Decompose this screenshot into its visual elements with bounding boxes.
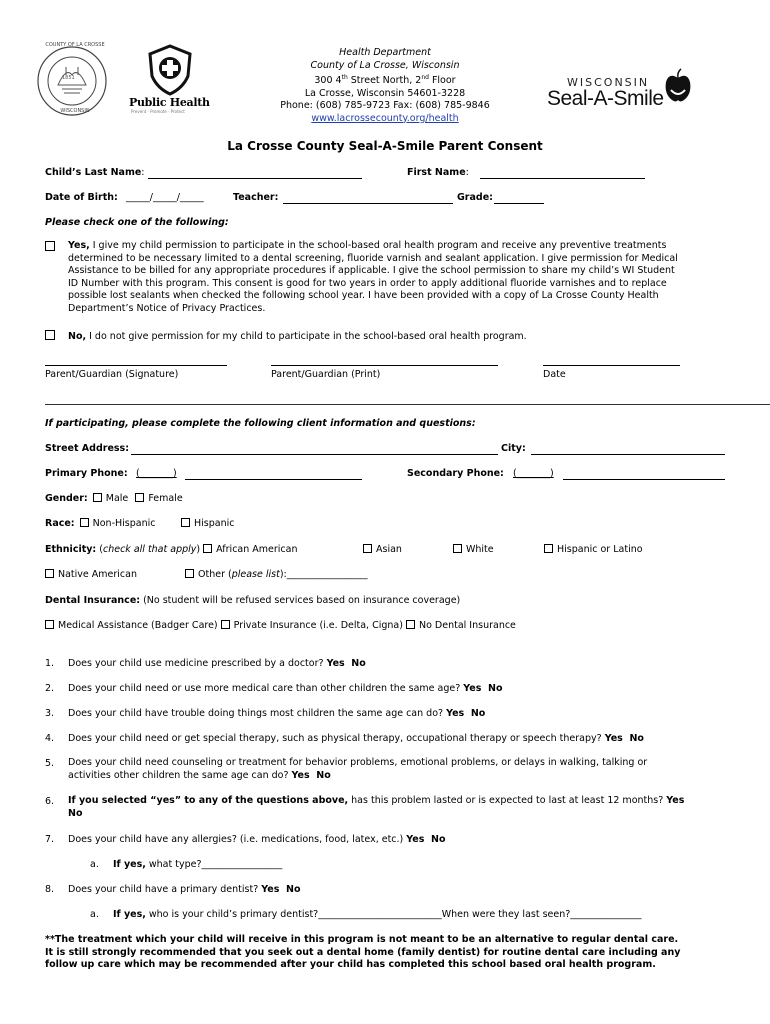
yes-line-3: Assistance to be billed for any appropriate procedures if applicable. I give the school permission to share my child’s WI Student: [68, 265, 675, 276]
ethnicity-other-option: Other (please list):_________________: [185, 569, 368, 580]
insurance-options-row: [45, 620, 516, 631]
no-bold: No,: [68, 331, 87, 342]
primary-phone-field[interactable]: [185, 479, 362, 480]
page-title: La Crosse County Seal-A-Smile Parent Consent: [227, 139, 543, 153]
ethnicity-other-note: please list: [231, 569, 280, 580]
question-5: [68, 757, 647, 782]
yes-line-1: [68, 240, 728, 253]
ethnicity-hispanic-checkbox[interactable]: [544, 544, 553, 553]
print-name-field[interactable]: [271, 365, 498, 366]
question-number: 4.: [45, 733, 55, 744]
footer-line-2: It is still strongly recommended that you seek out a dental home (family dentist) for routine dental care including any: [45, 946, 681, 958]
street-address: [255, 72, 515, 88]
signature-label: Parent/Guardian (Signature): [45, 369, 179, 380]
last-name-colon: :: [141, 167, 145, 178]
question-text: Does your child have a primary dentist?: [68, 884, 259, 895]
question-number: 1.: [45, 658, 55, 669]
ethnicity-hispanic-label: Hispanic or Latino: [557, 544, 643, 555]
ethnicity-white-option: [453, 544, 494, 555]
teacher-field[interactable]: [283, 203, 453, 204]
question-5-line-2: [68, 770, 647, 783]
health-dept-address-block: [255, 47, 515, 125]
secondary-phone-field[interactable]: [563, 479, 725, 480]
race-nonhispanic-checkbox[interactable]: [80, 518, 89, 527]
seal-a-smile-logo-top: WISCONSIN: [567, 76, 650, 89]
question-text: Does your child need or use more medical care than other children the same age?: [68, 683, 461, 694]
city-field[interactable]: [531, 454, 725, 455]
ethnicity-other-field[interactable]: ):_________________: [279, 569, 368, 580]
question-1: [68, 658, 366, 669]
yes-checkbox[interactable]: [45, 241, 59, 253]
no-checkbox-box[interactable]: [45, 330, 55, 340]
question-text: Does your child use medicine prescribed by a doctor?: [68, 658, 324, 669]
dental-insurance-note: (No student will be refused services based on insurance coverage): [140, 595, 461, 606]
consent-instruction: Please check one of the following:: [45, 217, 229, 228]
insurance-medical-assistance-checkbox[interactable]: [45, 620, 54, 629]
dob-field[interactable]: _____/_____/_____: [126, 192, 204, 203]
dept-name: Health Department: [339, 47, 431, 58]
question-no[interactable]: No: [68, 807, 83, 819]
race-hispanic-checkbox[interactable]: [181, 518, 190, 527]
question-text: Does your child need or get special therapy, such as physical therapy, occupational therapy or speech therapy?: [68, 733, 602, 744]
no-checkbox[interactable]: [45, 330, 59, 342]
question-text: has this problem lasted or is expected to last at least 12 months?: [348, 795, 664, 806]
ethnicity-other-checkbox[interactable]: [185, 569, 194, 578]
ethnicity-native-american-label: Native American: [58, 569, 137, 580]
question-yes-no[interactable]: Yes No: [406, 834, 446, 845]
yes-line-4: ID Number with this program. This consent is good for two years in order to apply additional fluoride varnishes and to replace: [68, 277, 667, 289]
question-8: [68, 884, 300, 895]
yes-line-6: Department’s Notice of Privacy Practices.: [68, 302, 266, 314]
street-sup-nd: nd: [421, 74, 429, 81]
gender-label: Gender:: [45, 493, 88, 504]
allergy-type-field[interactable]: what type?_________________: [145, 859, 283, 870]
question-number: 2.: [45, 683, 55, 694]
ethnicity-asian-option: [363, 544, 402, 555]
ethnicity-asian-checkbox[interactable]: [363, 544, 372, 553]
yes-text-1: I give my child permission to participate in the school-based oral health program and receive any preventive treatments: [89, 240, 667, 251]
city-label: City:: [501, 443, 526, 454]
gender-female-checkbox[interactable]: [135, 493, 144, 502]
grade-label: Grade:: [457, 192, 493, 203]
question-7: [68, 834, 446, 845]
primary-phone-area[interactable]: (_______): [136, 468, 177, 479]
yes-line-5: possible lost sealants when checked the following school year. I have been provided with a copy of La Crosse County Health: [68, 290, 659, 301]
yes-bold: Yes,: [68, 240, 90, 251]
grade-field[interactable]: [494, 203, 544, 204]
street-sup-th: th: [341, 74, 348, 81]
ethnicity-row: Ethnicity: (check all that apply) African American: [45, 544, 298, 555]
first-name-row: [407, 167, 469, 178]
question-number: 3.: [45, 708, 55, 719]
question-6-line-1: [68, 795, 728, 808]
county-seal-year: 1851: [62, 75, 75, 81]
last-name-label: Child’s Last Name: [45, 167, 142, 178]
yes-line-2: determined to be necessary limited to a dental screening, fluoride varnish and sealant application. I give permission for Medical: [68, 252, 678, 264]
gender-row: [45, 493, 183, 504]
question-yes-no[interactable]: Yes No: [446, 708, 486, 719]
website-link[interactable]: www.lacrossecounty.org/health: [311, 112, 459, 124]
ethnicity-native-american-checkbox[interactable]: [45, 569, 54, 578]
question-7a-letter: a.: [90, 859, 99, 870]
street-address-part: Street North, 2: [347, 75, 422, 87]
county-seal-text-bottom: WISCONSIN: [60, 108, 90, 114]
race-hispanic-label: Hispanic: [194, 518, 235, 529]
gender-male-label: Male: [105, 493, 129, 504]
yes-checkbox-box[interactable]: [45, 241, 55, 251]
ethnicity-native-option: [45, 569, 137, 580]
county-seal-logo: [36, 45, 108, 117]
question-text: activities other children the same age can do?: [68, 769, 289, 781]
ethnicity-white-label: White: [466, 544, 494, 555]
race-hispanic-option: [181, 518, 234, 529]
teacher-label: Teacher:: [233, 192, 279, 203]
race-label: Race:: [45, 518, 75, 529]
primary-phone-label: Primary Phone:: [45, 468, 128, 479]
footer-note: [45, 934, 735, 972]
dental-insurance-row: [45, 595, 460, 606]
ethnicity-label: Ethnicity:: [45, 544, 97, 555]
public-health-logo: [145, 44, 195, 96]
question-number: 7.: [45, 834, 55, 845]
insurance-private-label: Private Insurance (i.e. Delta, Cigna): [233, 620, 403, 631]
question-text: Does your child have any allergies? (i.e. medications, food, latex, etc.): [68, 834, 404, 845]
first-name-field[interactable]: [480, 178, 645, 179]
race-row: [45, 518, 155, 529]
question-yes-no[interactable]: Yes No: [463, 683, 503, 694]
ethnicity-note: check all that apply: [102, 544, 197, 555]
question-number: 6.: [45, 796, 55, 807]
footer-line-1: **The treatment which your child will receive in this program is not meant to be an alternative to regular dental care.: [45, 934, 679, 945]
primary-dentist-field[interactable]: who is your child’s primary dentist?__________________________When were they last seen?_______________: [145, 909, 642, 920]
ethnicity-asian-label: Asian: [376, 544, 402, 555]
dob-label: Date of Birth:: [45, 192, 118, 203]
question-yes-no[interactable]: Yes No: [604, 733, 644, 744]
city-state-zip: La Crosse, Wisconsin 54601-3228: [304, 87, 466, 99]
date-label: Date: [543, 369, 566, 380]
no-text: I do not give permission for my child to participate in the school-based oral health program.: [86, 331, 527, 342]
signature-field[interactable]: [45, 365, 227, 366]
insurance-none-checkbox[interactable]: [406, 620, 415, 629]
question-number: 5.: [45, 758, 55, 769]
first-name-label: First Name: [407, 167, 466, 178]
insurance-private-checkbox[interactable]: [221, 620, 230, 629]
street-address-part: 300 4: [314, 75, 342, 87]
phone-fax: Phone: (608) 785-9723 Fax: (608) 785-9846: [280, 100, 490, 112]
question-yes[interactable]: Yes: [666, 795, 685, 806]
ethnicity-hispanic-option: [544, 544, 643, 555]
question-yes-no[interactable]: Yes No: [261, 884, 301, 895]
gender-female-label: Female: [148, 493, 183, 504]
ethnicity-african-american-label: African American: [216, 544, 298, 555]
question-2: [68, 683, 502, 694]
footer-line-3: follow up care which may be recommended after your child has completed this school based oral health program.: [45, 959, 656, 970]
dental-insurance-label: Dental Insurance:: [45, 595, 141, 606]
question-text: Does your child need counseling or treatment for behavior problems, emotional problems, or delays in walking, talking or: [68, 757, 648, 768]
question-8a-letter: a.: [90, 909, 99, 920]
street-address-label: Street Address:: [45, 443, 129, 454]
insurance-medical-assistance-label: Medical Assistance (Badger Care): [58, 620, 218, 631]
question-7a: [113, 859, 282, 870]
seal-a-smile-logo: Seal-A-Smile: [547, 87, 664, 110]
county-name: County of La Crosse, Wisconsin: [310, 59, 460, 71]
date-field[interactable]: [543, 365, 680, 366]
section-divider: [45, 404, 770, 405]
question-8a-bold: If yes,: [113, 909, 146, 920]
client-info-heading: If participating, please complete the following client information and questions:: [45, 418, 476, 429]
question-7a-bold: If yes,: [113, 859, 146, 870]
last-name-row: [45, 167, 145, 178]
street-address-field[interactable]: [131, 454, 498, 455]
question-text: Does your child have trouble doing things most children the same age can do?: [68, 708, 444, 719]
question-yes-no[interactable]: Yes No: [326, 658, 366, 669]
no-consent-text: [68, 331, 527, 342]
public-health-logo-text: Public Health: [129, 96, 210, 109]
ethnicity-white-checkbox[interactable]: [453, 544, 462, 553]
question-yes-no[interactable]: Yes No: [291, 769, 331, 781]
print-label: Parent/Guardian (Print): [271, 369, 381, 380]
question-bold-text: If you selected “yes” to any of the questions above,: [68, 795, 349, 806]
apple-icon: [663, 68, 693, 108]
question-6: [68, 795, 728, 820]
question-number: 8.: [45, 884, 55, 895]
insurance-none-label: No Dental Insurance: [418, 620, 516, 631]
gender-male-checkbox[interactable]: [93, 493, 102, 502]
last-name-field[interactable]: [148, 178, 362, 179]
question-8a: [113, 909, 642, 920]
public-health-tagline: Prevent · Promote · Protect: [131, 109, 185, 114]
secondary-phone-area[interactable]: (_______): [513, 468, 554, 479]
first-name-colon: :: [465, 167, 469, 178]
ethnicity-african-american-checkbox[interactable]: [203, 544, 212, 553]
county-seal-text-top: COUNTY OF LA CROSSE: [45, 42, 105, 48]
secondary-phone-label: Secondary Phone:: [407, 468, 504, 479]
race-nonhispanic-label: Non-Hispanic: [92, 518, 156, 529]
question-4: [68, 733, 644, 744]
ethnicity-other-label: Other: [198, 569, 225, 580]
yes-consent-text: [68, 240, 728, 315]
question-3: [68, 708, 485, 719]
street-address-part: Floor: [428, 75, 456, 87]
